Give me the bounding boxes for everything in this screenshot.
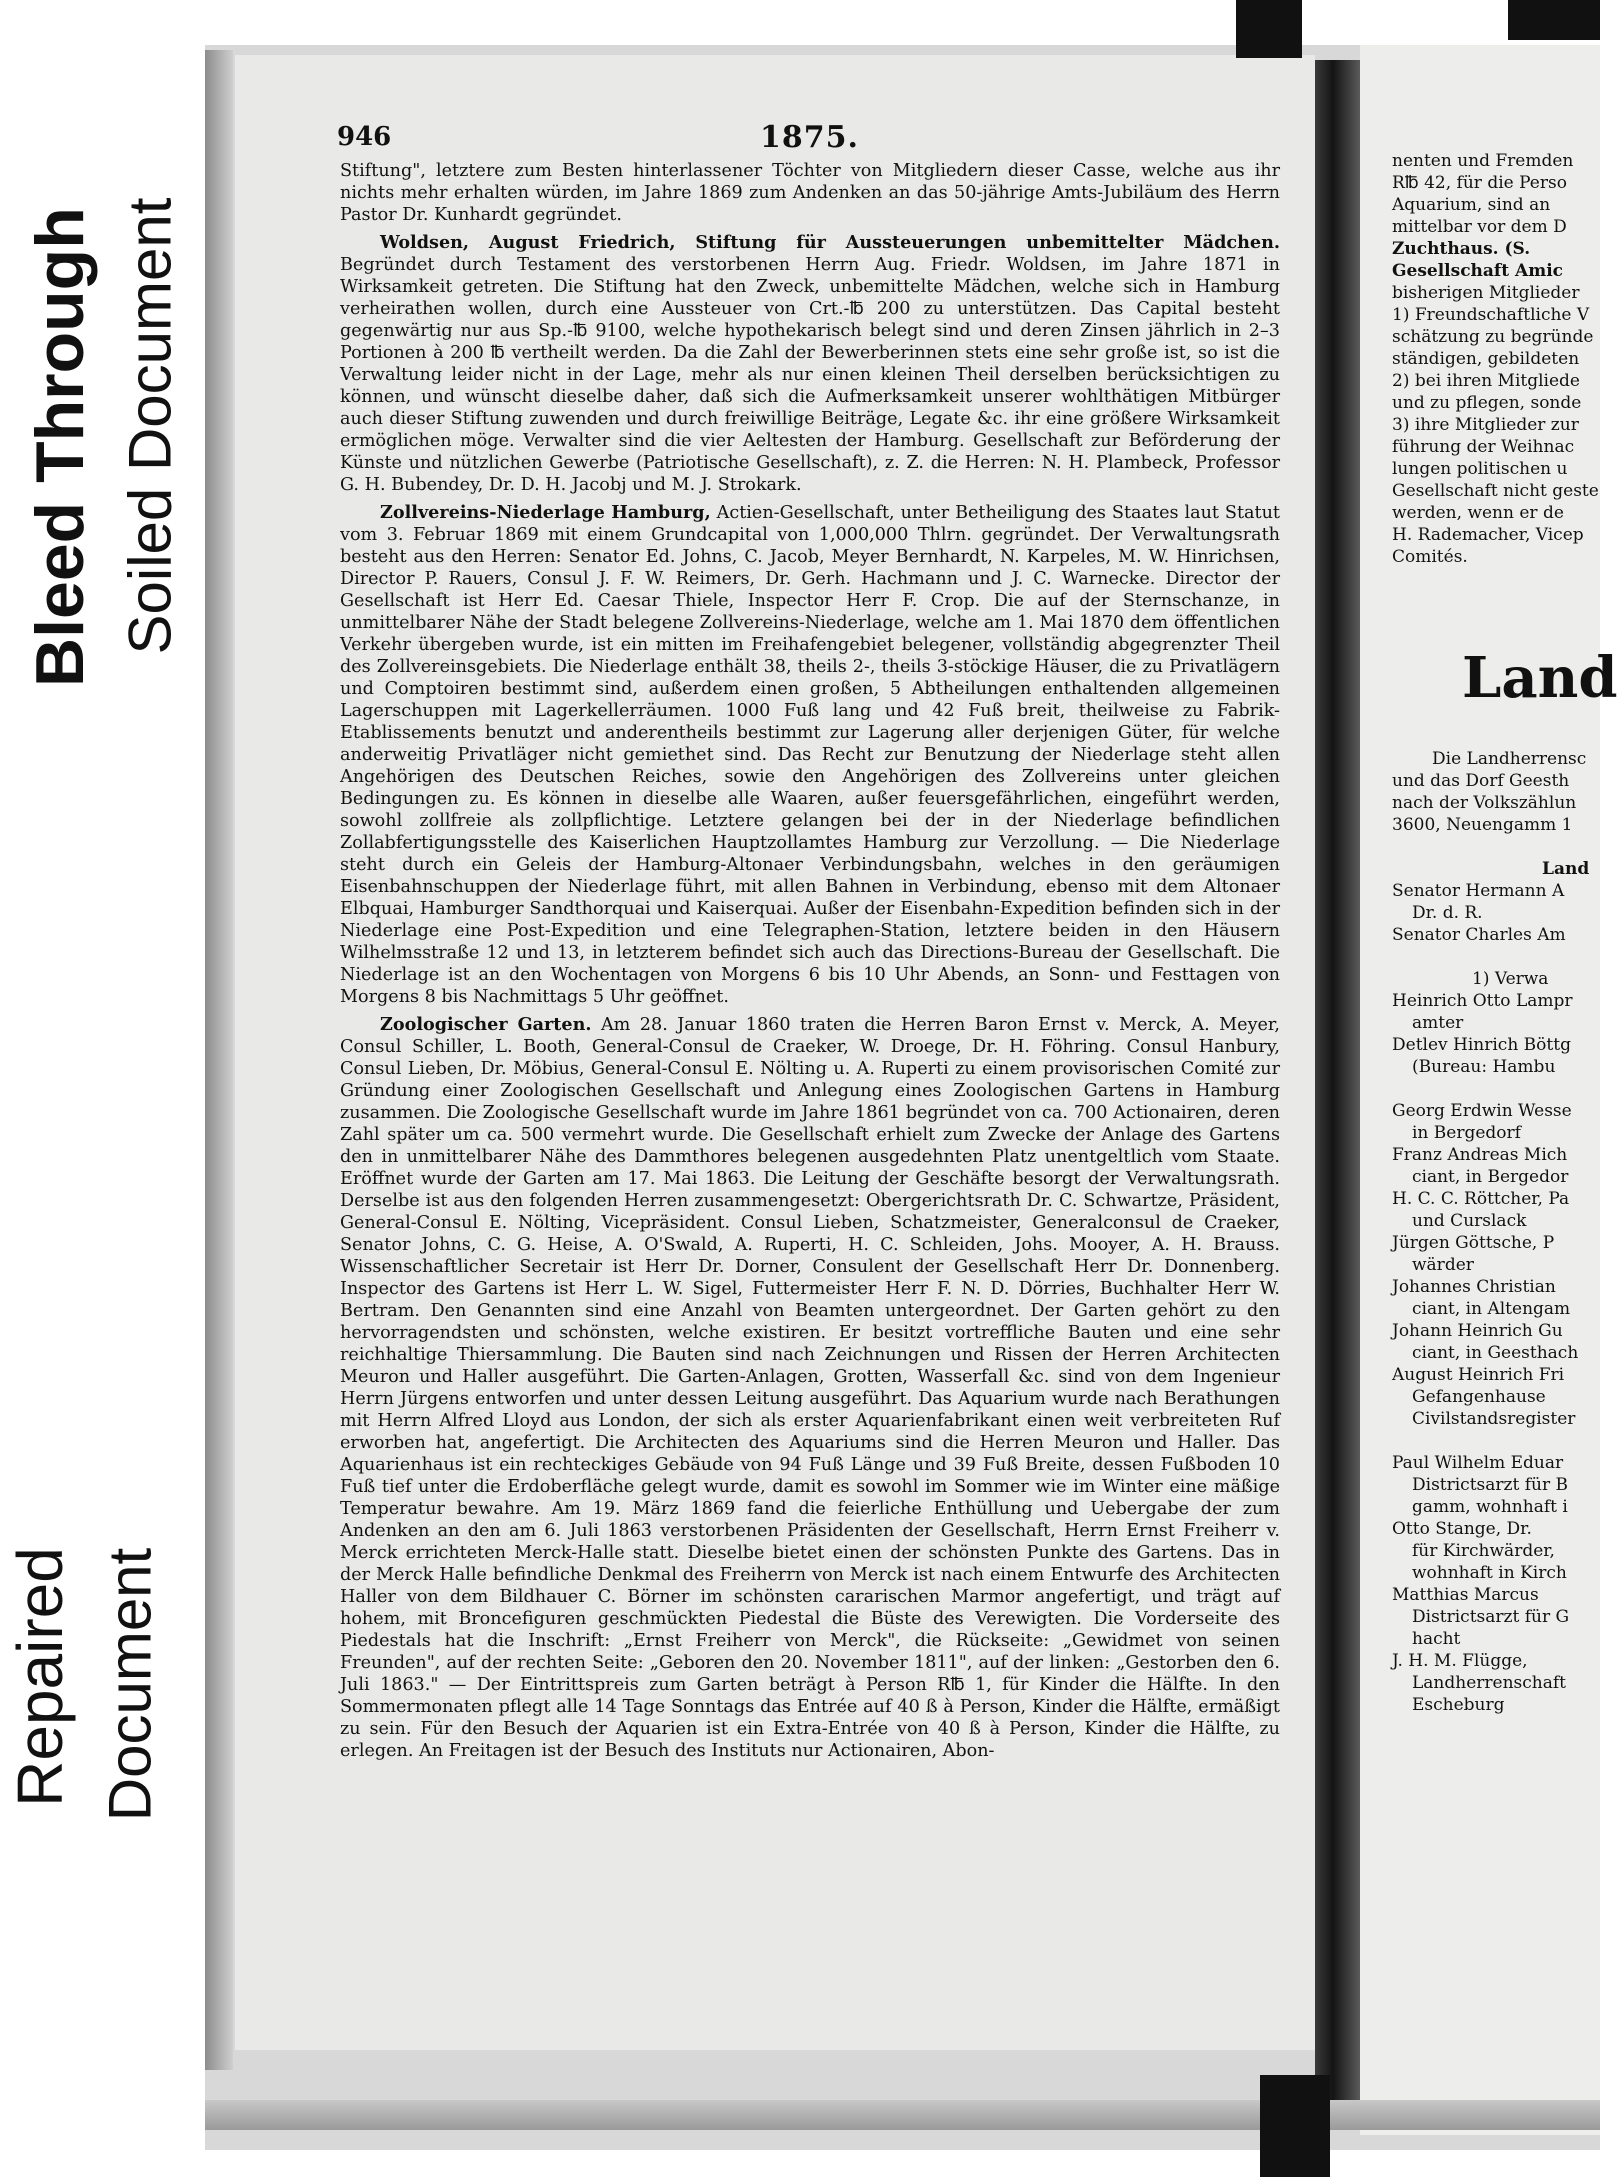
right-line: ständigen, gebildeten xyxy=(1392,349,1580,369)
right-line: (Bureau: Hambu xyxy=(1412,1057,1556,1077)
right-line: bisherigen Mitglieder xyxy=(1392,283,1580,303)
right-section-title: Land xyxy=(1462,645,1618,711)
right-line: ciant, in Bergedor xyxy=(1412,1167,1569,1187)
paragraph-woldsen: Woldsen, August Friedrich, Stiftung für Aussteuerungen unbemittelter Mädchen. Begründet durch Testament des verstorbenen Herrn Aug. Friedr. Woldsen, im Jahre 1871 in Wirksamkeit getreten. Die Stiftung hat den Zweck, unbemittelte Mädchen, welche sich in Hamburg verheirathen wollen, durch eine Aussteuer von Crt.-℔ 200 zu unterstützen. Das Capital besteht gegenwärtig nur aus Sp.-℔ 9100, welche hypothekarisch belegt sind und deren Zinsen jährlich in 2–3 Portionen à 200 ℔ vertheilt werden. Da die Zahl der Bewerberinnen stets eine sehr große ist, so ist die Verwaltung leider nicht in der Lage, mehr als nur einen kleinen Theil derselben berücksichtigen zu können, und wünscht dieselbe daher, daß sich die Aufmerksamkeit unserer wohlthätigen Mitbürger auch dieser Stiftung zuwenden und durch freiwillige Beiträge, Legate &c. ihr eine größere Wirksamkeit ermöglichen möge. Verwalter sind die vier Aeltesten der Hamburg. Gesellschaft zur Beförderung der Künste und nützlichen Gewerbe (Patriotische Gesellschaft), z. Z. die Herren: N. H. Plambeck, Professor G. H. Bubendey, Dr. D. H. Jacobj und M. J. Strokark. xyxy=(340,232,1280,495)
repaired-label: Repaired xyxy=(4,1547,76,1807)
right-line: Detlev Hinrich Böttg xyxy=(1392,1035,1571,1055)
right-line: Matthias Marcus xyxy=(1392,1585,1539,1605)
right-line: Georg Erdwin Wesse xyxy=(1392,1101,1572,1121)
right-line: Zuchthaus. (S. xyxy=(1392,239,1531,259)
right-line: Civilstandsregister xyxy=(1412,1409,1576,1429)
right-line: 2) bei ihren Mitgliede xyxy=(1392,371,1580,391)
dark-tab-top xyxy=(1236,0,1302,58)
right-line: Gesellschaft Amic xyxy=(1392,261,1564,281)
right-line: Comités. xyxy=(1392,547,1468,567)
right-line: amter xyxy=(1412,1013,1464,1033)
right-line: und Curslack xyxy=(1412,1211,1527,1231)
right-line: Franz Andreas Mich xyxy=(1392,1145,1568,1165)
right-subheading: 1) Verwa xyxy=(1472,969,1549,989)
book-gutter xyxy=(1315,60,1360,2100)
right-line: wärder xyxy=(1412,1255,1474,1275)
paragraph-zoologischer-garten: Zoologischer Garten. Am 28. Januar 1860 traten die Herren Baron Ernst v. Merck, A. Meyer, Consul Schiller, L. Booth, General-Consul de Craeker, W. Droege, Dr. H. Föhring. Consul Hanbury, Consul Lieben, Dr. Möbius, General-Consul E. Nölting u. A. Ruperti zu einem provisorischen Comité zur Gründung einer Zoologischen Gesellschaft und Anlegung eines Zoologischen Gartens in Hamburg zusammen. Die Zoologische Gesellschaft wurde im Jahre 1861 begründet von ca. 700 Actionairen, deren Zahl später um ca. 500 vermehrt wurde. Die Gesellschaft erhielt zum Zwecke der Anlage des Gartens den in unmittelbarer Nähe des Dammthores belegenen ausgedehnten Platz unentgeltlich vom Staate. Eröffnet wurde der Garten am 17. Mai 1863. Die Leitung der Geschäfte besorgt der Verwaltungsrath. Derselbe ist aus den folgenden Herren zusammengesetzt: Obergerichtsrath Dr. C. Schwartze, Präsident, General-Consul E. Nölting, Vicepräsident. Consul Lieben, Schatzmeister, Generalconsul de Craeker, Senator Johns, C. G. Heise, A. O'Swald, A. Ruperti, H. C. Schleiden, Johs. Mooyer, A. H. Brauss. Wissenschaftlicher Secretair ist Herr Dr. Dorner, Consulent der Gesellschaft Herr Dr. Donnenberg. Inspector des Gartens ist Herr L. W. Sigel, Futtermeister Herr F. N. D. Dörries, Buchhalter Herr W. Bertram. Den Genannten sind eine Anzahl von Beamten untergeordnet. Der Garten gehört zu den hervorragendsten und schönsten, welche existiren. Er besitzt vortreffliche Bauten und eine sehr reichhaltige Thiersammlung. Die Bauten sind nach Zeichnungen und Rissen der Herren Architecten Meuron und Haller ausgeführt. Die Garten-Anlagen, Grotten, Wasserfall &c. sind von dem Ingenieur Herrn Jürgens entworfen und unter dessen Leitung ausgeführt. Das Aquarium wurde nach Berathungen mit Herrn Alfred Lloyd aus London, der sich als erster Aquarienfabrikant einen weit verbreiteten Ruf erworben hat, angefertigt. Die Architecten des Aquariums sind die Herren Meuron und Haller. Das Aquarienhaus ist ein rechteckiges Gebäude von 94 Fuß Länge und 39 Fuß Breite, dessen Fußboden 10 Fuß tief unter die Erdoberfläche gelegt wurde, damit es sowohl im Sommer wie im Winter eine mäßige Temperatur bewahre. Am 19. März 1869 fand die feierliche Enthüllung und Uebergabe der zum Andenken an den am 6. Juli 1863 verstorbenen Präsidenten der Gesellschaft, Herrn Ernst Freiherr v. Merck errichteten Merck-Halle statt. Dieselbe bietet einen der schönsten Punkte des Gartens. Das in der Merck Halle befindliche Denkmal des Freiherrn von Merck ist nach einem Entwurfe des Architecten Haller von dem Bildhauer C. Börner im schönsten cararischen Marmor angefertigt, und trägt auf hohem, mit Broncefiguren geschmückten Piedestal die Büste des Verewigten. Die Vorderseite des Piedestals hat die Inschrift: „Ernst Freiherr von Merck", die Rückseite: „Gewidmet von seinen Freunden", auf der rechten Seite: „Geboren den 20. November 1811", auf der linken: „Gestorben den 6. Juli 1863." — Der Eintrittspreis zum Garten beträgt à Person R℔ 1, für Kinder die Hälfte. In den Sommermonaten pflegt alle 14 Tage Sonntags das Entrée auf 40 ß à Person, Kinder die Hälfte, ermäßigt zu sein. Für den Besuch der Aquarien ist ein Extra-Entrée von 40 ß à Person, Kinder die Hälfte, zu erlegen. An Freitagen ist der Besuch des Instituts nur Actionairen, Abon- xyxy=(340,1014,1280,1761)
right-line: Otto Stange, Dr. xyxy=(1392,1519,1532,1539)
right-line: gamm, wohnhaft i xyxy=(1412,1497,1568,1517)
right-line: mittelbar vor dem D xyxy=(1392,217,1567,237)
right-line: Heinrich Otto Lampr xyxy=(1392,991,1573,1011)
right-line: 3600, Neuengamm 1 xyxy=(1392,815,1573,835)
right-line: wohnhaft in Kirch xyxy=(1412,1563,1567,1583)
right-line: 3) ihre Mitglieder zur xyxy=(1392,415,1579,435)
right-line: Districtsarzt für G xyxy=(1412,1607,1570,1627)
right-line: Gesellschaft nicht geste xyxy=(1392,481,1599,501)
paragraph-zollvereins: Zollvereins-Niederlage Hamburg, Actien-Gesellschaft, unter Betheiligung des Staates laut Statut vom 3. Februar 1869 mit einem Grundcapital von 1,000,000 Thlrn. gegründet. Der Verwaltungsrath besteht aus den Herren: Senator Ed. Johns, C. Jacob, Meyer Bernhardt, N. Karpeles, M. W. Hinrichsen, Director P. Rauers, Consul J. F. W. Reimers, Dr. Gerh. Hachmann und J. C. Warnecke. Director der Gesellschaft ist Herr Ed. Caesar Thiele, Inspector Herr F. Crop. Die auf der Sternschanze, in unmittelbarer Nähe der Stadt belegene Zollvereins-Niederlage, welche am 1. Mai 1870 dem öffentlichen Verkehr übergeben wurde, ist ein mitten im Freihafengebiet belegener, vollständig abgegrenzter Theil des Zollvereinsgebiets. Die Niederlage enthält 38, theils 2-, theils 3-stöckige Häuser, die zu Privatlägern und Comptoiren bestimmt sind, außerdem einen großen, 5 Abtheilungen enthaltenden allgemeinen Lagerschuppen mit Lagerkellerräumen. 1000 Fuß lang und 42 Fuß breit, theilweise zu Fabrik-Etablissements benutzt und anderentheils bestimmt zur Lagerung aller derjenigen Güter, für welche anderweitig Privatläger nicht gemiethet sind. Das Recht zur Benutzung der Niederlage steht allen Angehörigen des Deutschen Reiches, sowie den Angehörigen des Zollvereins unter gleichen Bedingungen zu. Es können in dieselbe alle Waaren, außer feuersgefährlichen, eingeführt werden, sowohl zollfreie als zollpflichtige. Letztere gelangen bei der in der Niederlage befindlichen Zollabfertigungsstelle des Kaiserlichen Hauptzollamtes Hamburg zur Verzollung. — Die Niederlage steht durch ein Geleis der Hamburg-Altonaer Verbindungsbahn, welches in den geräumigen Eisenbahnschuppen der Niederlage führt, mit allen Bahnen in Verbindung, ebenso mit dem Altonaer Elbquai, Hamburger Sandthorquai und Kaiserquai. Außer der Eisenbahn-Expedition befinden sich in der Niederlage eine Post-Expedition und eine Telegraphen-Station, letztere beiden in den Häusern Wilhelmsstraße 12 und 13, in letzterem befindet sich auch das Directions-Bureau der Gesellschaft. Die Niederlage ist an den Wochentagen von Morgens 6 bis 10 Uhr Abends, an Sonn- und Festtagen von Morgens 8 bis Nachmittags 5 Uhr geöffnet. xyxy=(340,502,1280,1007)
bleed-through-label: Bleed Through xyxy=(22,207,98,687)
page-year-header: 1875. xyxy=(760,120,859,155)
soiled-document-label: Soiled Document xyxy=(116,197,184,655)
page-bottom-edge xyxy=(205,2100,1600,2130)
right-line: und das Dorf Geesth xyxy=(1392,771,1570,791)
right-line: in Bergedorf xyxy=(1412,1123,1521,1143)
right-line: Johannes Christian xyxy=(1392,1277,1556,1297)
right-line: schätzung zu begründe xyxy=(1392,327,1594,347)
main-text-column xyxy=(340,160,1280,1768)
right-line: H. C. C. Röttcher, Pa xyxy=(1392,1189,1570,1209)
dark-tab-bottom xyxy=(1260,2075,1330,2177)
right-line: lungen politischen u xyxy=(1392,459,1568,479)
right-line: Senator Hermann A xyxy=(1392,881,1565,901)
right-line: und zu pflegen, sonde xyxy=(1392,393,1582,413)
right-line: Jürgen Göttsche, P xyxy=(1392,1233,1555,1253)
right-page-text xyxy=(1392,150,1618,1716)
dark-tab-top-right xyxy=(1508,0,1600,40)
right-line: nach der Volkszählun xyxy=(1392,793,1577,813)
right-line: werden, wenn er de xyxy=(1392,503,1564,523)
right-line: Gefangenhause xyxy=(1412,1387,1546,1407)
right-line: Paul Wilhelm Eduar xyxy=(1392,1453,1564,1473)
right-line: Aquarium, sind an xyxy=(1392,195,1551,215)
right-line: 1) Freundschaftliche V xyxy=(1392,305,1590,325)
book-binding-edge xyxy=(205,50,233,2070)
page-number: 946 xyxy=(337,122,392,152)
right-line: Landherrenschaft xyxy=(1412,1673,1566,1693)
right-line: R℔ 42, für die Perso xyxy=(1392,173,1567,193)
right-line: ciant, in Geesthach xyxy=(1412,1343,1579,1363)
right-subheading: Land xyxy=(1542,859,1590,879)
right-line: führung der Weihnac xyxy=(1392,437,1575,457)
right-line: J. H. M. Flügge, xyxy=(1392,1651,1528,1671)
right-line: nenten und Fremden xyxy=(1392,151,1574,171)
right-line: Dr. d. R. xyxy=(1412,903,1483,923)
right-line: für Kirchwärder, xyxy=(1412,1541,1555,1561)
paragraph-stiftung-continued: Stiftung", letztere zum Besten hinterlassener Töchter von Mitgliedern dieser Casse, welche aus ihr nichts mehr erhalten würden, im Jahre 1869 zum Andenken an das 50-jährige Amts-Jubiläum des Herrn Pastor Dr. Kunhardt gegründet. xyxy=(340,161,1280,225)
right-line: H. Rademacher, Vicep xyxy=(1392,525,1584,545)
right-line: Escheburg xyxy=(1412,1695,1505,1715)
right-line: hacht xyxy=(1412,1629,1461,1649)
document-label: Document xyxy=(96,1547,164,1822)
right-line: Districtsarzt für B xyxy=(1412,1475,1568,1495)
right-line: ciant, in Altengam xyxy=(1412,1299,1571,1319)
right-line: Johann Heinrich Gu xyxy=(1392,1321,1563,1341)
right-line: August Heinrich Fri xyxy=(1392,1365,1565,1385)
right-line: Senator Charles Am xyxy=(1392,925,1566,945)
right-line: Die Landherrensc xyxy=(1432,749,1587,769)
